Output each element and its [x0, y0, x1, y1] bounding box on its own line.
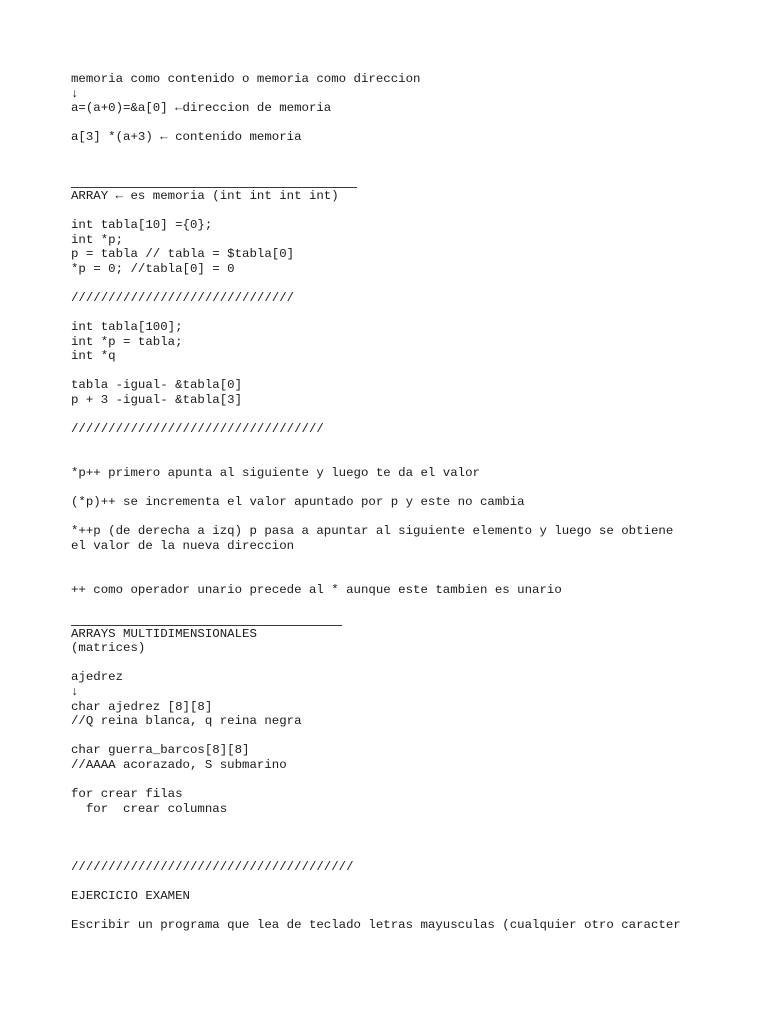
blank-line [71, 831, 751, 846]
slash-separator: ////////////////////////////// [71, 290, 295, 305]
code-line: int *p; [71, 232, 124, 247]
document-body [71, 72, 751, 933]
blank-line [71, 160, 751, 175]
code-line: tabla -igual- &tabla[0] [71, 378, 243, 393]
down-arrow-line: ↓ [71, 86, 79, 101]
code-line: p = tabla // tabla = $tabla[0] [71, 247, 295, 262]
blank-line [71, 203, 751, 218]
text-line: *p++ primero apunta al siguiente y luego te da el valor [71, 466, 480, 481]
blank-line [71, 276, 751, 291]
blank-line [71, 408, 751, 423]
text-line: ajedrez [71, 670, 124, 685]
section-heading: ARRAYS MULTIDIMENSIONALES [71, 626, 257, 641]
section-heading: ARRAY ← es memoria (int int int int) [71, 188, 339, 203]
code-line: char guerra_barcos[8][8] [71, 743, 250, 758]
blank-line [71, 904, 751, 919]
code-line: int *p = tabla; [71, 334, 183, 349]
horizontal-rule [71, 625, 342, 626]
text-line: ++ como operador unario precede al * aunque este tambien es unario [71, 582, 562, 597]
blank-line [71, 568, 751, 583]
text-line: *++p (de derecha a izq) p pasa a apuntar al siguiente elemento y luego se obtiene [71, 524, 674, 539]
blank-line [71, 875, 751, 890]
text-line: Escribir un programa que lea de teclado letras mayusculas (cualquier otro caracter [71, 918, 681, 933]
blank-line [71, 437, 751, 452]
blank-line [71, 656, 751, 671]
slash-separator: ////////////////////////////////////// [71, 860, 354, 875]
code-line: //Q reina blanca, q reina negra [71, 714, 302, 729]
code-line: p + 3 -igual- &tabla[3] [71, 393, 243, 408]
blank-line [71, 729, 751, 744]
blank-line [71, 816, 751, 831]
text-line: (matrices) [71, 641, 146, 656]
blank-line [71, 364, 751, 379]
code-line: *p = 0; //tabla[0] = 0 [71, 261, 235, 276]
code-line: char ajedrez [8][8] [71, 699, 213, 714]
code-line: int tabla[10] ={0}; [71, 217, 213, 232]
blank-line [71, 510, 751, 525]
down-arrow-line: ↓ [71, 684, 79, 699]
blank-line [71, 306, 751, 321]
code-line: int *q [71, 349, 116, 364]
text-line: a=(a+0)=&a[0] ←direccion de memoria [71, 101, 332, 116]
blank-line [71, 481, 751, 496]
horizontal-rule [71, 187, 357, 188]
section-divider [71, 174, 751, 189]
blank-line [71, 116, 751, 131]
blank-line [71, 845, 751, 860]
text-line: (*p)++ se incrementa el valor apuntado por p y este no cambia [71, 495, 525, 510]
section-heading: EJERCICIO EXAMEN [71, 889, 190, 904]
text-line: el valor de la nueva direccion [71, 539, 295, 553]
blank-line [71, 451, 751, 466]
text-line: for crear columnas [71, 801, 228, 816]
section-divider [71, 612, 751, 627]
blank-line [71, 145, 751, 160]
code-line: int tabla[100]; [71, 320, 183, 335]
text-line: a[3] *(a+3) ← contenido memoria [71, 130, 302, 145]
blank-line [71, 554, 751, 569]
slash-separator: ////////////////////////////////// [71, 422, 324, 437]
text-line: for crear filas [71, 787, 183, 802]
code-line: //AAAA acorazado, S submarino [71, 757, 287, 772]
blank-line [71, 597, 751, 612]
text-line: memoria como contenido o memoria como direccion [71, 72, 421, 86]
blank-line [71, 773, 751, 788]
